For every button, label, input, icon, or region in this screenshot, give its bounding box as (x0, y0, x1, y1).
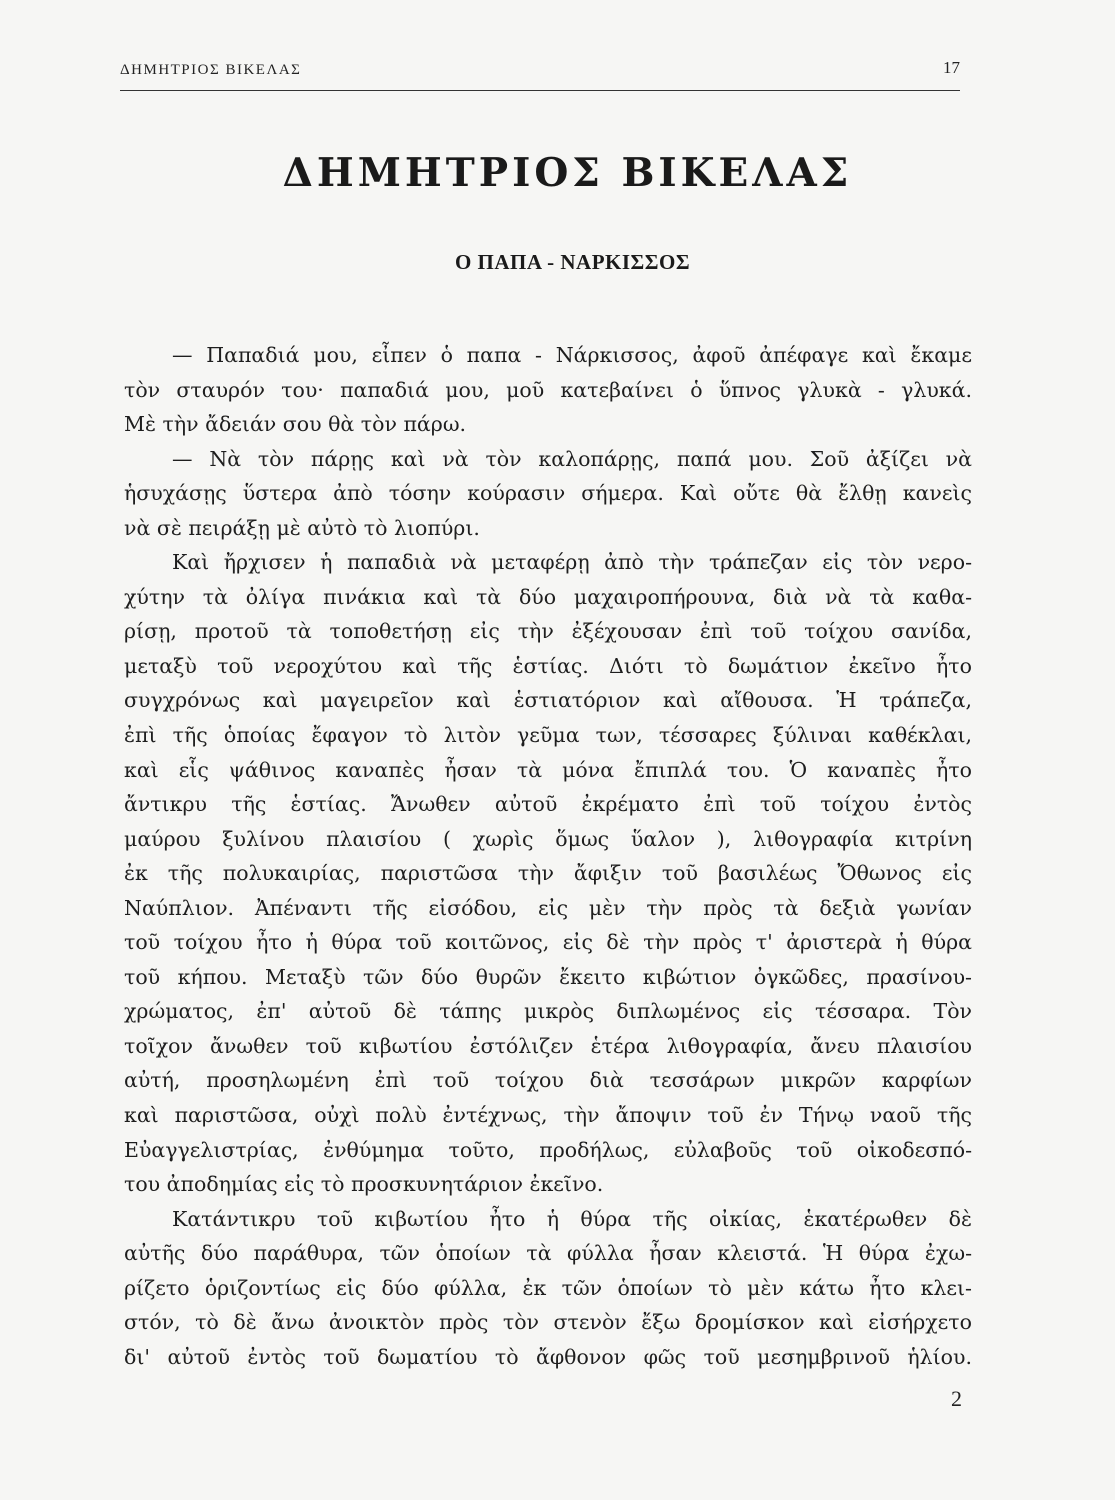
text-line: — Παπαδιά μου, εἶπεν ὁ παπα - Νάρκισσος, ἀφοῦ ἀπέφαγε καὶ ἔκαμε (172, 343, 972, 367)
text-line: αὐτῆς δύο παράθυρα, τῶν ὁποίων τὰ φύλλα ἦσαν κλειστά. Ἡ θύρα ἐχω- (124, 1241, 972, 1266)
text-line: χρώματος, ἐπ' αὐτοῦ δὲ τάπης μικρὸς διπλωμένος εἰς τέσσαρα. Τὸν (124, 999, 972, 1024)
text-line: αὐτή, προσηλωμένη ἐπὶ τοῦ τοίχου διὰ τεσσάρων μικρῶν καρφίων (124, 1068, 972, 1093)
text-line: δι' αὐτοῦ ἐντὸς τοῦ δωματίου τὸ ἄφθονον φῶς τοῦ μεσημβρινοῦ ἡλίου. (124, 1344, 972, 1369)
running-head (120, 58, 960, 92)
text-line: Μὲ τὴν ἄδειάν σου θὰ τὸν πάρω. (124, 412, 467, 437)
text-line: νὰ σὲ πειράξῃ μὲ αὐτὸ τὸ λιοπύρι. (124, 515, 480, 540)
text-line: ἄντικρυ τῆς ἑστίας. Ἄνωθεν αὐτοῦ ἐκρέματο ἐπὶ τοῦ τοίχου ἐντὸς (124, 792, 972, 817)
text-line: του ἀποδημίας εἰς τὸ προσκυνητάριον ἐκεῖνο. (124, 1172, 604, 1197)
page-number: 17 (943, 58, 960, 77)
text-line: ἐπὶ τῆς ὁποίας ἔφαγον τὸ λιτὸν γεῦμα των, τέσσαρες ξύλιναι καθέκλαι, (124, 723, 972, 748)
text-line: ἡσυχάσῃς ὕστερα ἀπὸ τόσην κούρασιν σήμερα. Καὶ οὔτε θὰ ἔλθῃ κανεὶς (124, 481, 972, 506)
story-title: Ο ΠΑΠΑ - ΝΑΡΚΙΣΣΟΣ (454, 250, 691, 274)
text-line: Κατάντικρυ τοῦ κιβωτίου ἦτο ἡ θύρα τῆς οἰκίας, ἑκατέρωθεν δὲ (172, 1206, 972, 1231)
text-line: — Νὰ τὸν πάρῃς καὶ νὰ τὸν καλοπάρῃς, παπά μου. Σοῦ ἀξίζει νὰ (172, 446, 972, 471)
running-title: ΔΗΜΗΤΡΙΟΣ ΒΙΚΕΛΑΣ (120, 62, 302, 78)
signature-mark: 2 (951, 1386, 962, 1411)
text-line: τοῖχον ἄνωθεν τοῦ κιβωτίου ἐστόλιζεν ἑτέρα λιθογραφία, ἄνευ πλαισίου (124, 1033, 972, 1058)
text-line: Εὐαγγελιστρίας, ἐνθύμημα τοῦτο, προδήλως, εὐλαβοῦς τοῦ οἰκοδεσπό- (124, 1137, 972, 1162)
header-rule (120, 90, 960, 91)
text-line: τὸν σταυρόν του· παπαδιά μου, μοῦ κατεβαίνει ὁ ὕπνος γλυκὰ - γλυκά. (124, 377, 972, 402)
text-line: ἐκ τῆς πολυκαιρίας, παριστῶσα τὴν ἄφιξιν τοῦ βασιλέως Ὄθωνος εἰς (124, 861, 972, 886)
text-line: συγχρόνως καὶ μαγειρεῖον καὶ ἑστιατόριον καὶ αἴθουσα. Ἡ τράπεζα, (124, 688, 972, 713)
text-line: Ναύπλιον. Ἀπέναντι τῆς εἰσόδου, εἰς μὲν τὴν πρὸς τὰ δεξιὰ γωνίαν (124, 895, 972, 920)
text-line: μεταξὺ τοῦ νεροχύτου καὶ τῆς ἑστίας. Διότι τὸ δωμάτιον ἐκεῖνο ἦτο (124, 653, 972, 678)
text-line: τοῦ κήπου. Μεταξὺ τῶν δύο θυρῶν ἔκειτο κιβώτιον ὀγκῶδες, πρασίνου- (124, 964, 972, 989)
author-title: ΔΗΜΗΤΡΙΟΣ ΒΙΚΕΛΑΣ (282, 150, 853, 196)
body-text (124, 338, 972, 1374)
text-line: χύτην τὰ ὀλίγα πινάκια καὶ τὰ δύο μαχαιροπήρουνα, διὰ νὰ τὰ καθα- (124, 584, 972, 609)
text-line: Καὶ ἤρχισεν ἡ παπαδιὰ νὰ μεταφέρῃ ἀπὸ τὴν τράπεζαν εἰς τὸν νερο- (172, 550, 972, 575)
text-line: ρίσῃ, προτοῦ τὰ τοποθετήσῃ εἰς τὴν ἐξέχουσαν ἐπὶ τοῦ τοίχου σανίδα, (124, 619, 972, 644)
text-line: τοῦ τοίχου ἦτο ἡ θύρα τοῦ κοιτῶνος, εἰς δὲ τὴν πρὸς τ' ἀριστερὰ ἡ θύρα (124, 930, 972, 955)
text-line: καὶ παριστῶσα, οὐχὶ πολὺ ἐντέχνως, τὴν ἄποψιν τοῦ ἐν Τήνῳ ναοῦ τῆς (124, 1103, 972, 1128)
text-line: στόν, τὸ δὲ ἄνω ἀνοικτὸν πρὸς τὸν στενὸν ἔξω δρομίσκον καὶ εἰσήρχετο (124, 1310, 972, 1335)
text-line: μαύρου ξυλίνου πλαισίου ( χωρὶς ὅμως ὕαλον ), λιθογραφία κιτρίνη (124, 826, 972, 851)
text-line: ρίζετο ὁριζοντίως εἰς δύο φύλλα, ἐκ τῶν ὁποίων τὸ μὲν κάτω ἦτο κλει- (124, 1275, 972, 1300)
text-line: καὶ εἷς ψάθινος καναπὲς ἦσαν τὰ μόνα ἔπιπλά του. Ὁ καναπὲς ἦτο (124, 757, 972, 782)
